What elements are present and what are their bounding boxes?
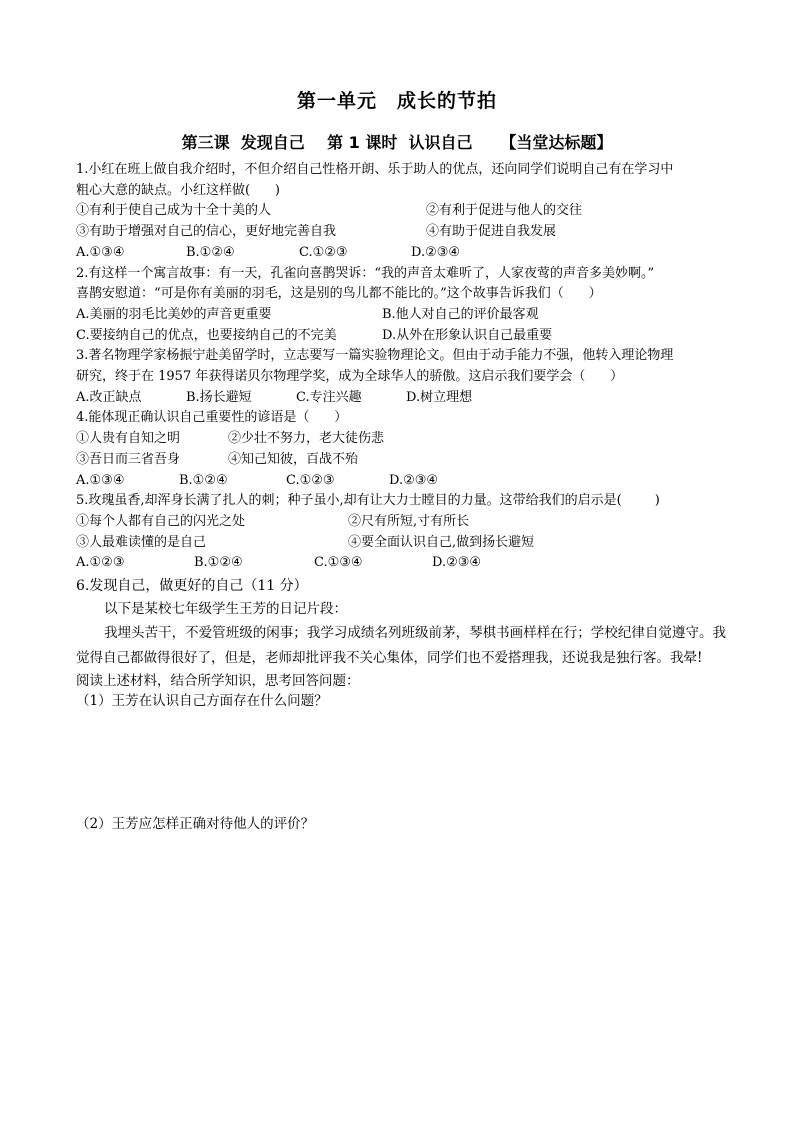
q4-choice-c[interactable]: C.①②③ <box>286 472 335 488</box>
lesson-subtitle: 第三课 发现自己 第 1 课时 认识自己 【当堂达标题】 <box>181 133 613 152</box>
q5-choice-c[interactable]: C.①③④ <box>314 555 363 571</box>
q1-choice-b[interactable]: B.①②④ <box>186 244 235 260</box>
q4-choices <box>76 471 726 492</box>
page-title: 第一单元 成长的节拍 <box>296 90 497 112</box>
q3-stem-line2: 研究，终于在 1957 年获得诺贝尔物理学奖，成为全球华人的骄傲。这启示我们要学会（ ） <box>76 369 624 385</box>
q1-option-4: ④有助于促进自我发展 <box>426 224 557 240</box>
question-3 <box>76 346 726 408</box>
question-1 <box>76 160 726 264</box>
q1-options-row2 <box>76 222 726 243</box>
q5-option-4: ④要全面认识自己,做到扬长避短 <box>348 534 535 550</box>
q5-options-row2 <box>76 533 726 554</box>
q2-choice-c[interactable]: C.要接纳自己的优点，也要接纳自己的不完美 <box>76 327 337 343</box>
questions-body <box>76 160 726 1035</box>
q5-choice-a[interactable]: A.①②③ <box>76 555 125 571</box>
q1-choice-d[interactable]: D.②③④ <box>411 244 461 260</box>
question-5 <box>76 491 726 574</box>
q6-subquestion-1: （1）王芳在认识自己方面存在什么问题？ <box>76 693 328 710</box>
q1-stem-line1: 1.小红在班上做自我介绍时，不但介绍自己性格开朗、乐于助人的优点，还向同学们说明自己有在学习中 <box>76 162 674 177</box>
q5-option-3: ③人最难读懂的是自己 <box>76 534 207 550</box>
q6-stem: 6.发现自己，做更好的自己（11 分） <box>76 578 308 595</box>
q4-option-4: ④知己知彼，百战不殆 <box>228 451 359 467</box>
q2-choices-row1 <box>76 305 726 326</box>
q3-stem-line1: 3.著名物理学家杨振宁赴美留学时，立志要写一篇实验物理论文。但由于动手能力不强，他转入理论物理 <box>76 348 674 364</box>
q6-intro: 以下是某校七年级学生王芳的日记片段： <box>104 600 347 617</box>
q5-option-2: ②尺有所短,寸有所长 <box>348 513 470 529</box>
question-4 <box>76 408 726 491</box>
q5-stem-line1: 5.玫瑰虽香,却浑身长满了扎人的刺；种子虽小,却有让大力士瞠目的力量。这带给我们的启示是( ) <box>76 493 660 509</box>
q2-choice-a[interactable]: A.美丽的羽毛比美妙的声音更重要 <box>76 306 272 322</box>
q4-option-2: ②少壮不努力，老大徒伤悲 <box>228 431 385 447</box>
q1-stem-line2: 粗心大意的缺点。小红这样做( ) <box>76 182 280 198</box>
q3-choice-c[interactable]: C.专注兴趣 <box>296 389 362 405</box>
question-6 <box>76 576 726 1035</box>
q4-choice-d[interactable]: D.②③④ <box>389 472 439 488</box>
q4-choice-a[interactable]: A.①③④ <box>76 472 125 488</box>
q5-choice-d[interactable]: D.②③④ <box>432 555 482 571</box>
q5-option-1: ①每个人都有自己的闪光之处 <box>76 513 246 529</box>
q6-answer-space-1[interactable] <box>76 712 726 814</box>
q6-answer-space-2[interactable] <box>76 835 726 1035</box>
q5-options-row1 <box>76 512 726 533</box>
q6-subquestion-2: （2）王芳应怎样正确对待他人的评价？ <box>76 816 315 833</box>
q1-options-row1 <box>76 201 726 222</box>
q4-option-1: ①人贵有自知之明 <box>76 431 181 447</box>
q4-options-row2 <box>76 450 726 471</box>
q1-choice-a[interactable]: A.①③④ <box>76 244 125 260</box>
q1-choices <box>76 243 726 264</box>
q5-choice-b[interactable]: B.①②④ <box>194 555 243 571</box>
q4-choice-b[interactable]: B.①②④ <box>179 472 228 488</box>
q3-choice-b[interactable]: B.扬长避短 <box>186 389 252 405</box>
q1-option-1: ①有利于使自己成为十全十美的人 <box>76 203 272 219</box>
q5-choices <box>76 553 726 574</box>
q1-option-2: ②有利于促进与他人的交往 <box>426 203 583 219</box>
q3-choice-d[interactable]: D.树立理想 <box>406 389 473 405</box>
q6-diary-excerpt: 我埋头苦干，不爱管班级的闲事；我学习成绩名列班级前茅，琴棋书画样样在行；学校纪律自觉遵守。我觉得自己都做得很好了，但是，老师却批评我不关心集体，同学们也不爱搭理我，还说我是独行客。我晕! <box>76 624 726 666</box>
q1-choice-c[interactable]: C.①②③ <box>299 244 348 260</box>
q4-stem-line1: 4.能体现正确认识自己重要性的谚语是（ ） <box>76 410 348 426</box>
q2-stem-line1: 2.有这样一个寓言故事：有一天，孔雀向喜鹊哭诉：“我的声音太难听了，人家夜莺的声音多美妙啊。” <box>76 265 655 281</box>
q2-choice-d[interactable]: D.从外在形象认识自己最重要 <box>382 327 553 343</box>
q2-stem-line2: 喜鹊安慰道：“可是你有美丽的羽毛，这是别的鸟儿都不能比的。”这个故事告诉我们（ ） <box>76 286 602 302</box>
question-2 <box>76 264 726 347</box>
q2-choice-b[interactable]: B.他人对自己的评价最客观 <box>382 306 539 322</box>
q3-choice-a[interactable]: A.改正缺点 <box>76 389 142 405</box>
q4-options-row1 <box>76 429 726 450</box>
q6-instruction: 阅读上述材料，结合所学知识，思考回答问题： <box>76 672 360 689</box>
q1-option-3: ③有助于增强对自己的信心，更好地完善自我 <box>76 224 337 240</box>
q3-choices <box>76 388 726 409</box>
q4-option-3: ③吾日而三省吾身 <box>76 451 181 467</box>
q2-choices-row2 <box>76 326 726 347</box>
